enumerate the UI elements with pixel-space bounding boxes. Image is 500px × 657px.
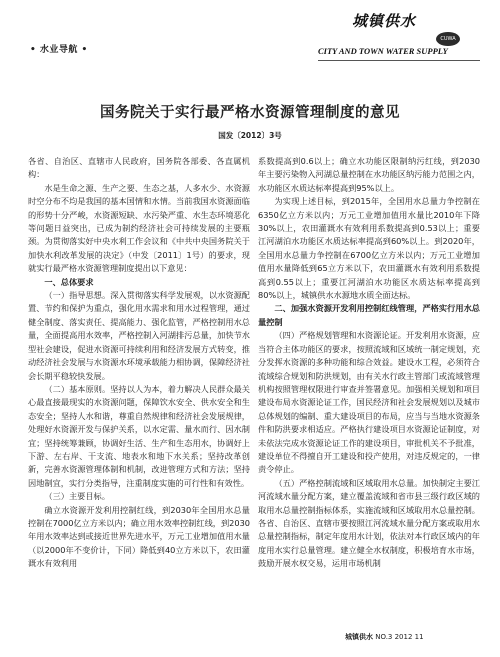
logo-english-title: CITY AND TOWN WATER SUPPLY: [318, 46, 448, 56]
body-paragraph: 为实现上述目标，到2015年，全国用水总量力争控制在6350亿立方米以内；万元工业增加值用水量比2010年下降30%以上，农田灌溉水有效利用系数提高到0.53以上；重要江河湖泊水功能区水质达标率提高到60%以上。到2020年，全国用水总量力争控制在6700亿立方米以内；万元工业增加值用水量降低到65立方米以下，农田灌溉水有效利用系数提高到0.55以上；重要江河湖泊水功能区水质达标率提高到80%以上，城镇供水水源地水质全面达标。: [258, 196, 480, 301]
footer-brand: 城镇供水: [345, 633, 373, 641]
body-paragraph: （三）主要目标。: [44, 491, 110, 502]
body-paragraph: （一）指导思想。深入贯彻落实科学发展观，以水资源配置、节约和保护为重点，强化用水需求和用水过程管理，通过健全制度、落实责任、提高能力、强化监管，严格控制用水总量，全面提高用水效率，严格控制入河湖排污总量，加快节水型社会建设，促进水资源可持续利用和经济发展方式转变，推动经济社会发展与水资源水环境承载能力相协调，保障经济社会长期平稳较快发展。: [28, 290, 250, 381]
body-paragraph: 水是生命之源、生产之要、生态之基，人多水少、水资源时空分布不均是我国的基本国情和水情。当前我国水资源面临的形势十分严峻，水资源短缺、水污染严重、水生态环境恶化等问题日益突出，已成为制约经济社会可持续发展的主要瓶颈。为贯彻落实好中央水利工作会议和《中共中央国务院关于加快水利改革发展的决定》（中发〔2011〕1号）的要求，现就实行最严格水资源管理制度提出以下意见：: [28, 182, 250, 274]
body-paragraph: （五）严格控制流域和区域取用水总量。加快制定主要江河流域水量分配方案，建立覆盖流域和省市县三级行政区域的取用水总量控制指标体系，实施流域和区域取用水总量控制。各省、自治区、直辖市要按照江河流域水量分配方案或取用水总量控制指标，制定年度用水计划，依法对本行政区域内的年度用水实行总量管理。建立健全水权制度，积极培育水市场，鼓励开展水权交易，运用市场机制: [258, 477, 480, 569]
section-heading: 一、总体要求: [44, 276, 94, 287]
document-number: 国发〔2012〕3号: [218, 131, 282, 140]
logo-chinese-title: 城镇供水: [352, 12, 417, 30]
header-divider: [318, 60, 480, 61]
body-paragraph: （二）基本原则。坚持以人为本，着力解决人民群众最关心最直接最现实的水资源问题，保障饮水安全、供水安全和生态安全；坚持人水和谐，尊重自然规律和经济社会发展规律，处理好水资源开发与保护关系，以水定需、量水而行、因水制宜；坚持统筹兼顾，协调好生活、生产和生态用水，协调好上下游、左右岸、干支流、地表水和地下水关系；坚持改革创新，完善水资源管理体制和机制，改进管理方式和方法；坚持因地制宜，实行分类指导，注重制度实施的可行性和有效性。: [28, 383, 250, 488]
page-header: [0, 0, 500, 78]
right-column: [258, 155, 480, 571]
body-paragraph: （四）严格规划管理和水资源论证。开发利用水资源，应当符合主体功能区的要求，按照流域和区域统一制定规划，充分发挥水资源的多种功能和综合效益。建设水工程，必须符合流域综合规划和防洪规划，由有关水行政主管部门或流域管理机构按照管理权限进行审查并签署意见。加强相关规划和项目建设布局水资源论证工作，国民经济和社会发展规划以及城市总体规划的编制、重大建设项目的布局，应当与当地水资源条件和防洪要求相适应。严格执行建设项目水资源论证制度，对未依法完成水资源论证工作的建设项目，审批机关不予批准，建设单位不得擅自开工建设和投产使用，对违反规定的，一律责令停止。: [258, 330, 480, 475]
section-heading: 二、加强水资源开发利用控制红线管理，严格实行用水总量控制: [258, 303, 480, 327]
footer-page-number: 11: [414, 633, 424, 641]
body-paragraph: 系数提高到0.6以上；确立水功能区限制纳污红线，到2030年主要污染物入河湖总量控制在水功能区纳污能力范围之内，水功能区水质达标率提高到95%以上。: [258, 156, 480, 193]
body-paragraph: 各省、自治区、直辖市人民政府，国务院各部委、各直属机构：: [28, 156, 250, 180]
left-column: [28, 155, 250, 571]
magazine-logo: [318, 8, 480, 64]
body-paragraph: 确立水资源开发利用控制红线，到2030年全国用水总量控制在7000亿立方米以内；确立用水效率控制红线，到2030年用水效率达到或接近世界先进水平，万元工业增加值用水量（以2000年不变价计，下同）降低到40立方米以下，农田灌溉水有效利用: [28, 504, 250, 569]
page-footer: [345, 632, 424, 642]
section-tag: • 水业导航 •: [30, 45, 88, 55]
article-title: 国务院关于实行最严格水资源管理制度的意见: [100, 105, 400, 121]
logo-badge-icon: CUWA: [436, 32, 460, 46]
footer-issue: NO.3 2012: [375, 633, 413, 641]
